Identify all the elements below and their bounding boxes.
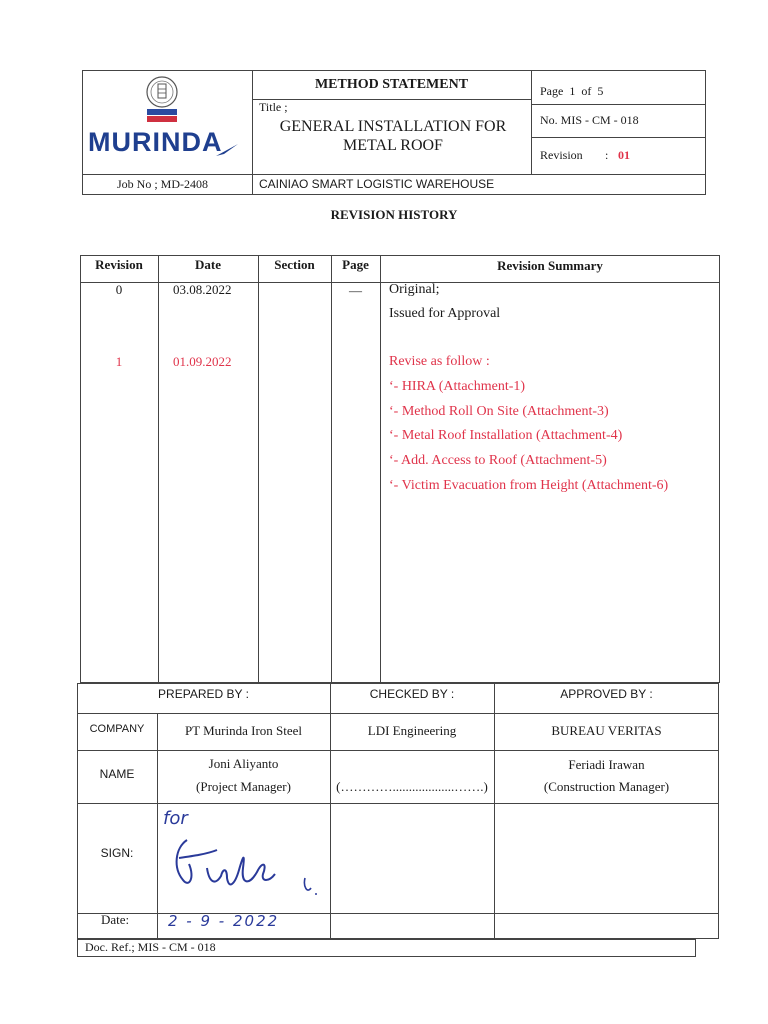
signature-image	[165, 828, 325, 908]
prepared-name: Joni Aliyanto	[208, 756, 279, 771]
logo-swoosh-icon	[214, 140, 240, 160]
approved-name: Feriadi Irawan	[568, 757, 645, 772]
approval-divider-label	[157, 713, 158, 939]
approved-role: (Construction Manager)	[543, 779, 670, 794]
row0-summary-line1: Original;	[389, 282, 440, 297]
header-divider-job	[82, 174, 706, 175]
approved-by-header: APPROVED BY :	[560, 687, 653, 701]
row0-page: —	[349, 283, 362, 298]
revision-colon: :	[605, 148, 609, 162]
company-label: COMPANY	[89, 723, 145, 735]
row1-date: 01.09.2022	[173, 354, 232, 369]
revision-value: 01	[618, 148, 630, 162]
checked-by-header: CHECKED BY :	[369, 687, 455, 701]
prepared-by-header: PREPARED BY :	[158, 687, 249, 701]
prepared-company: PT Murinda Iron Steel	[184, 723, 303, 738]
row0-revision: 0	[115, 282, 123, 297]
approval-divider-checked	[494, 683, 495, 939]
row1-summary-line6: ‘- Victim Evacuation from Height (Attachment-6)	[389, 478, 669, 493]
row0-date: 03.08.2022	[173, 282, 232, 297]
revision-label: Revision	[540, 148, 583, 162]
col-header-page: Page	[342, 257, 369, 272]
header-divider-docno	[531, 137, 706, 138]
row1-summary-line5: ‘- Add. Access to Roof (Attachment-5)	[389, 453, 607, 468]
document-title-line1: GENERAL INSTALLATION FOR	[279, 118, 507, 135]
row1-summary-line1: Revise as follow :	[389, 354, 490, 369]
page-count: Page 1 of 5	[540, 84, 604, 98]
row1-revision: 1	[115, 354, 123, 369]
doc-number: No. MIS - CM - 018	[540, 113, 639, 127]
approval-line-company	[77, 750, 719, 751]
approval-line-header	[77, 713, 719, 714]
header-divider-doctype	[252, 99, 531, 100]
handwritten-for: for	[163, 808, 188, 829]
row1-summary-line2: ‘- HIRA (Attachment-1)	[389, 379, 526, 394]
logo-company-name: MURINDA	[88, 127, 223, 157]
sign-label: SIGN:	[100, 846, 134, 860]
approved-company: BUREAU VERITAS	[551, 723, 662, 738]
approval-divider-prepared	[330, 683, 331, 939]
section-title: REVISION HISTORY	[330, 207, 458, 222]
checked-name-blank: (…………...................…….)	[336, 779, 488, 794]
col-header-date: Date	[195, 257, 221, 272]
footer-doc-ref: Doc. Ref.; MIS - CM - 018	[85, 940, 216, 954]
doc-type-title: METHOD STATEMENT	[314, 77, 469, 92]
job-number: Job No ; MD-2408	[117, 177, 209, 191]
checked-company: LDI Engineering	[367, 723, 457, 738]
row1-summary-line4: ‘- Metal Roof Installation (Attachment-4)	[389, 428, 623, 443]
col-header-revision: Revision	[95, 257, 143, 272]
name-label: NAME	[99, 767, 135, 781]
bureau-veritas-seal-icon	[144, 74, 180, 134]
approval-line-name	[77, 803, 719, 804]
row0-summary-line2: Issued for Approval	[389, 306, 501, 321]
project-name: CAINIAO SMART LOGISTIC WAREHOUSE	[259, 177, 495, 191]
header-divider-page	[531, 104, 706, 105]
title-label: Title ;	[259, 100, 288, 114]
document-title-line2: METAL ROOF	[343, 137, 443, 154]
prepared-role: (Project Manager)	[196, 779, 291, 794]
col-divider-4	[380, 255, 381, 683]
handwritten-date: 2 - 9 - 2022	[168, 912, 280, 930]
row1-summary-line3: ‘- Method Roll On Site (Attachment-3)	[389, 404, 609, 419]
col-divider-2	[258, 255, 259, 683]
col-divider-3	[331, 255, 332, 683]
col-header-summary: Revision Summary	[497, 258, 603, 273]
col-divider-1	[158, 255, 159, 683]
col-header-section: Section	[274, 257, 315, 272]
date-label: Date:	[101, 912, 130, 927]
